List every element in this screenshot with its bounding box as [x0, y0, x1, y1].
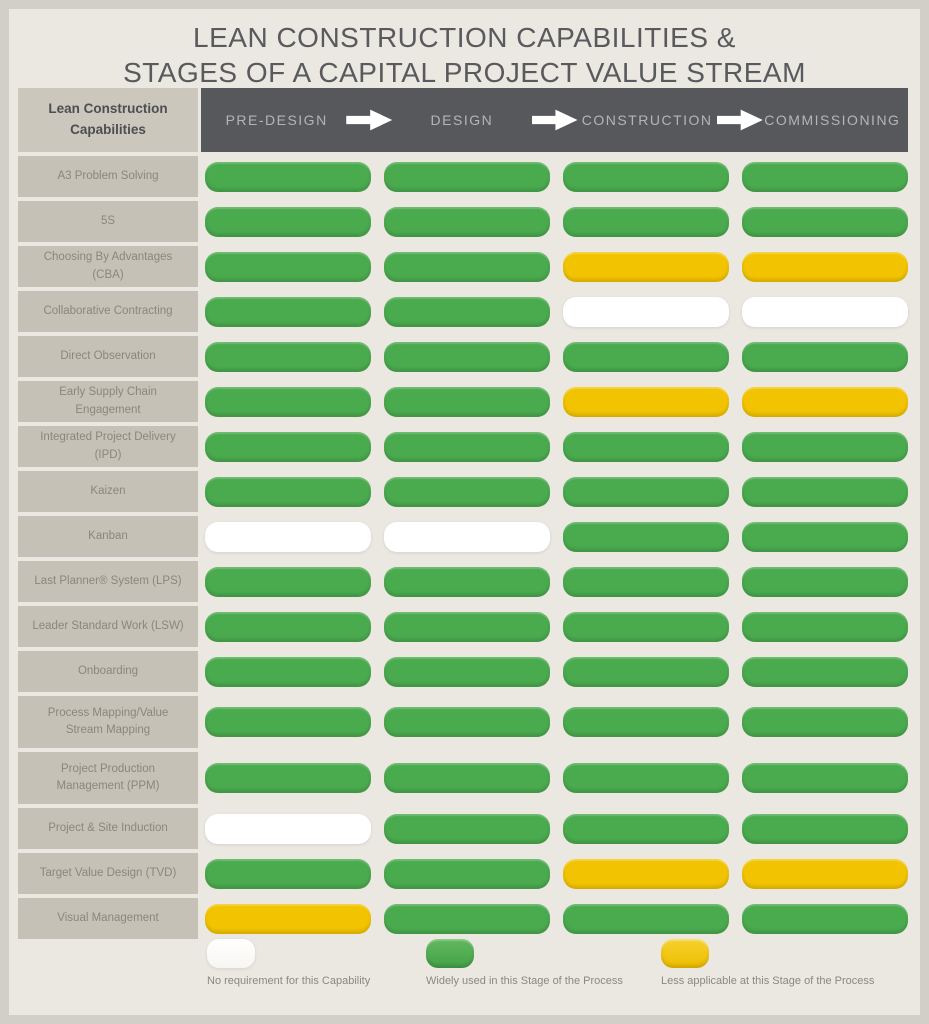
capability-row	[18, 606, 908, 647]
status-pill-green	[205, 612, 371, 642]
capability-label: 5S	[18, 201, 198, 242]
status-pill-green	[742, 522, 908, 552]
status-pill-green	[384, 207, 550, 237]
status-pill-green	[384, 252, 550, 282]
legend-item-yellow	[661, 939, 874, 987]
capability-row	[18, 651, 908, 692]
status-pill-green	[742, 432, 908, 462]
capability-label: Direct Observation	[18, 336, 198, 377]
capability-row	[18, 336, 908, 377]
stage-pill-group	[201, 561, 908, 602]
status-pill-green	[205, 859, 371, 889]
status-pill-green	[563, 522, 729, 552]
stage-pill-group	[201, 471, 908, 512]
status-pill-white	[563, 297, 729, 327]
status-pill-green	[563, 612, 729, 642]
stage-pill-group	[201, 651, 908, 692]
stage-pill-group	[201, 381, 908, 422]
status-pill-green	[563, 657, 729, 687]
status-pill-green	[384, 567, 550, 597]
stage-pill-group	[201, 156, 908, 197]
status-pill-green	[205, 252, 371, 282]
capability-row	[18, 291, 908, 332]
status-pill-green	[742, 477, 908, 507]
capability-row	[18, 156, 908, 197]
status-pill-green	[563, 763, 729, 793]
capability-label: Kanban	[18, 516, 198, 557]
capability-label: Early Supply Chain Engagement	[18, 381, 198, 422]
green-pill-swatch-icon	[426, 939, 474, 968]
status-pill-green	[384, 657, 550, 687]
status-pill-yellow	[742, 387, 908, 417]
capability-label: Kaizen	[18, 471, 198, 512]
stage-pill-group	[201, 606, 908, 647]
legend	[18, 939, 908, 987]
status-pill-green	[205, 432, 371, 462]
stage-pill-group	[201, 808, 908, 849]
capability-stage-matrix	[18, 88, 908, 939]
matrix-rows	[18, 156, 908, 939]
status-pill-yellow	[205, 904, 371, 934]
stage-label-commissioning: COMMISSIONING	[764, 112, 901, 128]
capability-row	[18, 471, 908, 512]
stage-label-pre-design: PRE-DESIGN	[225, 112, 328, 128]
title-line-2: STAGES OF A CAPITAL PROJECT VALUE STREAM	[123, 57, 806, 88]
status-pill-green	[742, 657, 908, 687]
capability-label: Collaborative Contracting	[18, 291, 198, 332]
status-pill-green	[205, 342, 371, 372]
status-pill-green	[205, 297, 371, 327]
capability-row	[18, 246, 908, 287]
status-pill-green	[205, 657, 371, 687]
status-pill-green	[384, 387, 550, 417]
legend-label: Widely used in this Stage of the Process	[426, 975, 623, 987]
status-pill-green	[563, 814, 729, 844]
status-pill-green	[384, 162, 550, 192]
capability-label: Visual Management	[18, 898, 198, 939]
status-pill-green	[563, 477, 729, 507]
status-pill-yellow	[742, 252, 908, 282]
matrix-header-row	[18, 88, 908, 152]
status-pill-green	[742, 567, 908, 597]
status-pill-green	[742, 814, 908, 844]
stage-pill-group	[201, 291, 908, 332]
status-pill-green	[205, 162, 371, 192]
status-pill-green	[742, 763, 908, 793]
stage-pill-group	[201, 336, 908, 377]
status-pill-green	[384, 432, 550, 462]
legend-label: Less applicable at this Stage of the Process	[661, 975, 875, 987]
status-pill-yellow	[742, 859, 908, 889]
status-pill-green	[384, 707, 550, 737]
status-pill-green	[742, 612, 908, 642]
stage-pill-group	[201, 516, 908, 557]
capability-row	[18, 853, 908, 894]
capability-label: Target Value Design (TVD)	[18, 853, 198, 894]
status-pill-white	[205, 814, 371, 844]
status-pill-green	[205, 477, 371, 507]
capability-label: Integrated Project Delivery (IPD)	[18, 426, 198, 467]
stage-pill-group	[201, 898, 908, 939]
status-pill-green	[205, 567, 371, 597]
status-pill-green	[205, 707, 371, 737]
page-title	[9, 9, 920, 90]
capability-label: Project Production Management (PPM)	[18, 752, 198, 804]
capability-row	[18, 516, 908, 557]
status-pill-yellow	[563, 387, 729, 417]
infographic-panel	[9, 9, 920, 1015]
capability-label: Leader Standard Work (LSW)	[18, 606, 198, 647]
stage-pill-group	[201, 201, 908, 242]
capability-label: Choosing By Advantages (CBA)	[18, 246, 198, 287]
capability-row	[18, 381, 908, 422]
stage-pill-group	[201, 752, 908, 804]
arrow-right-icon	[346, 107, 392, 133]
status-pill-green	[384, 297, 550, 327]
status-pill-green	[384, 612, 550, 642]
status-pill-green	[384, 763, 550, 793]
capability-row	[18, 808, 908, 849]
status-pill-green	[742, 207, 908, 237]
capability-row	[18, 696, 908, 748]
capability-row	[18, 898, 908, 939]
stage-pill-group	[201, 426, 908, 467]
capability-label: A3 Problem Solving	[18, 156, 198, 197]
status-pill-green	[563, 162, 729, 192]
status-pill-green	[384, 904, 550, 934]
status-pill-green	[205, 763, 371, 793]
status-pill-green	[563, 207, 729, 237]
arrow-right-icon	[532, 107, 578, 133]
status-pill-white	[384, 522, 550, 552]
stage-pill-group	[201, 696, 908, 748]
status-pill-green	[563, 904, 729, 934]
status-pill-green	[563, 342, 729, 372]
legend-item-green	[426, 939, 661, 987]
capability-label: Onboarding	[18, 651, 198, 692]
capability-row	[18, 752, 908, 804]
stage-label-construction: CONSTRUCTION	[581, 112, 713, 128]
status-pill-green	[384, 477, 550, 507]
stage-pill-group	[201, 853, 908, 894]
status-pill-white	[742, 297, 908, 327]
status-pill-green	[384, 814, 550, 844]
status-pill-white	[205, 522, 371, 552]
status-pill-green	[563, 567, 729, 597]
status-pill-green	[384, 342, 550, 372]
capability-row	[18, 201, 908, 242]
status-pill-yellow	[563, 859, 729, 889]
status-pill-yellow	[563, 252, 729, 282]
capability-label: Last Planner® System (LPS)	[18, 561, 198, 602]
legend-label: No requirement for this Capability	[207, 975, 371, 987]
legend-item-white	[207, 939, 426, 987]
status-pill-green	[205, 207, 371, 237]
status-pill-green	[742, 707, 908, 737]
stage-pill-group	[201, 246, 908, 287]
arrow-right-icon	[717, 107, 763, 133]
stage-label-design: DESIGN	[430, 112, 494, 128]
yellow-pill-swatch-icon	[661, 939, 709, 968]
status-pill-green	[563, 707, 729, 737]
capability-label: Project & Site Induction	[18, 808, 198, 849]
status-pill-green	[742, 162, 908, 192]
capability-row	[18, 561, 908, 602]
white-pill-swatch-icon	[207, 939, 255, 968]
corner-header-cell: Lean Construction Capabilities	[18, 88, 198, 152]
capability-label: Process Mapping/Value Stream Mapping	[18, 696, 198, 748]
stage-header-bar	[201, 88, 908, 152]
status-pill-green	[563, 432, 729, 462]
title-line-1: LEAN CONSTRUCTION CAPABILITIES &	[193, 22, 736, 53]
status-pill-green	[742, 904, 908, 934]
status-pill-green	[384, 859, 550, 889]
status-pill-green	[205, 387, 371, 417]
capability-row	[18, 426, 908, 467]
status-pill-green	[742, 342, 908, 372]
